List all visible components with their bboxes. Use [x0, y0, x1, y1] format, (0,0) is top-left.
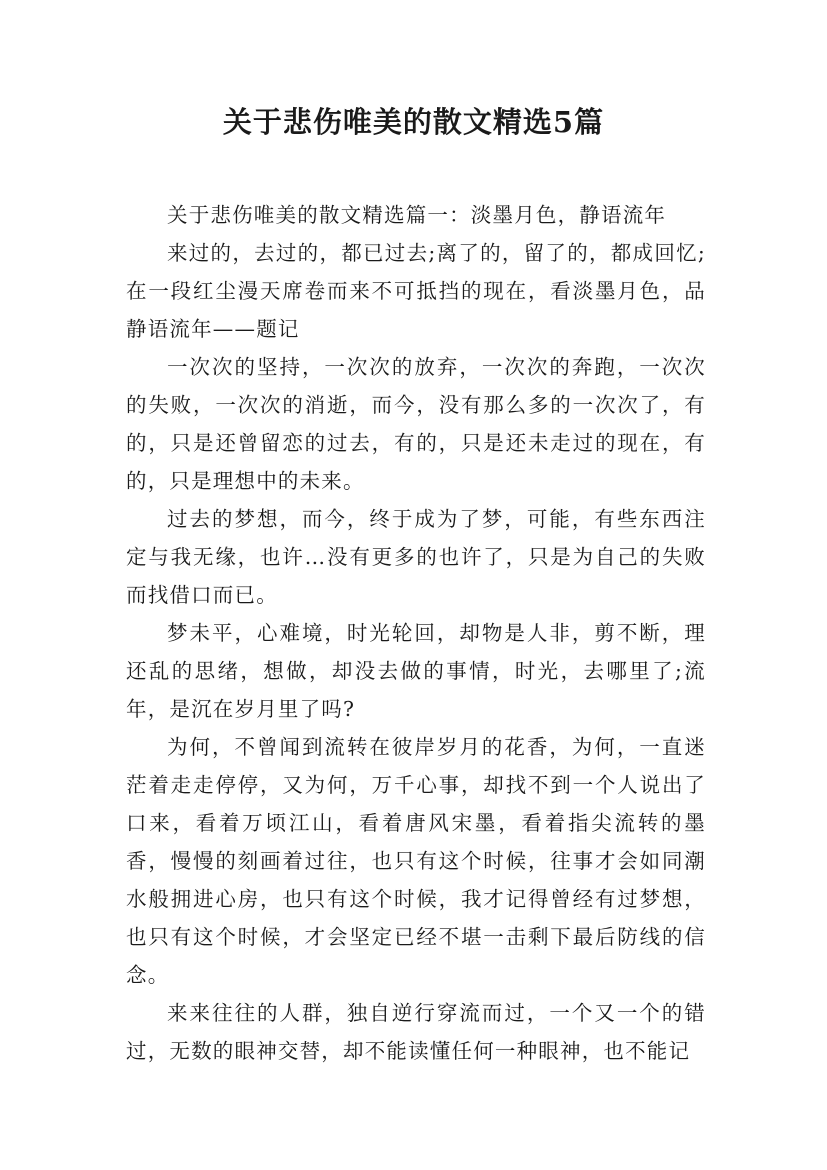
paragraph: 过去的梦想，而今，终于成为了梦，可能，有些东西注定与我无缘，也许…没有更多的也许了，只是为自己的失败而找借口而已。	[126, 507, 706, 607]
paragraph: 来来往往的人群，独自逆行穿流而过，一个又一个的错过，无数的眼神交替，却不能读懂任何一种眼神，也不能记	[126, 1001, 706, 1063]
document-body	[126, 196, 706, 1070]
paragraph: 来过的，去过的，都已过去;离了的，留了的，都成回忆;在一段红尘漫天席卷而来不可抵挡的现在，看淡墨月色，品静语流年——题记	[126, 241, 706, 341]
paragraph: 梦未平，心难境，时光轮回，却物是人非，剪不断，理还乱的思绪，想做，却没去做的事情，时光，去哪里了;流年，是沉在岁月里了吗?	[126, 621, 706, 721]
document-title: 关于悲伤唯美的散文精选5篇	[222, 105, 605, 139]
paragraph: 一次次的坚持，一次次的放弃，一次次的奔跑，一次次的失败，一次次的消逝，而今，没有那么多的一次次了，有的，只是还曾留恋的过去，有的，只是还未走过的现在，有的，只是理想中的未来。	[126, 355, 706, 493]
paragraph: 为何，不曾闻到流转在彼岸岁月的花香，为何，一直迷茫着走走停停，又为何，万千心事，却找不到一个人说出了口来，看着万顷江山，看着唐风宋墨，看着指尖流转的墨香，慢慢的刻画着过往，也只有这个时候，往事才会如同潮水般拥进心房，也只有这个时候，我才记得曾经有过梦想，也只有这个时候，才会坚定已经不堪一击剩下最后防线的信念。	[126, 735, 706, 987]
paragraph-heading: 关于悲伤唯美的散文精选篇一：淡墨月色，静语流年	[167, 203, 667, 227]
